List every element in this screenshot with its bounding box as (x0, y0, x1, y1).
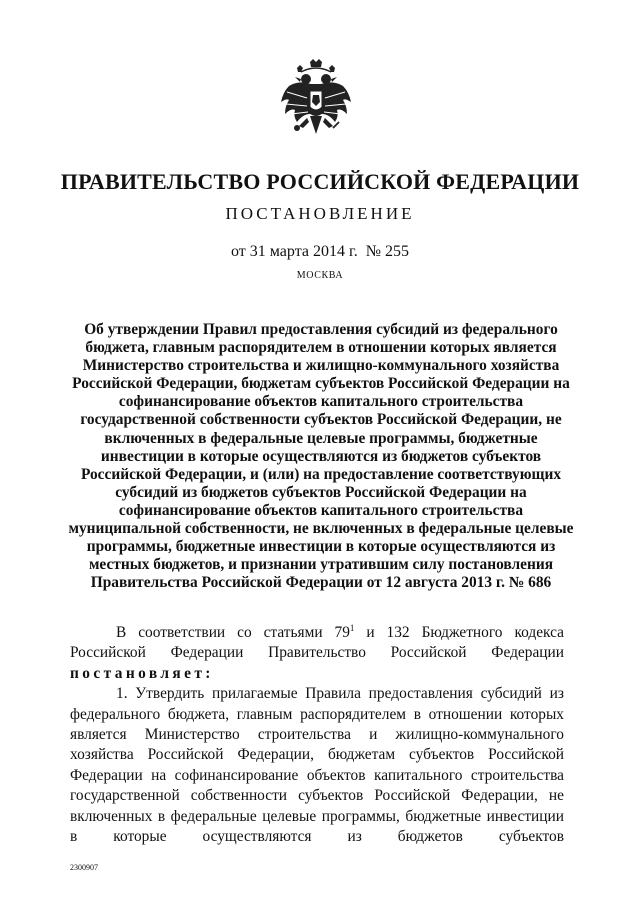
document-body (70, 623, 564, 847)
article-superscript: 1 (349, 622, 355, 633)
preamble-end: и 132 Бюджетного кодекса Российской Федерации Правительство Российской Федерации (70, 624, 564, 662)
issuer-title: ПРАВИТЕЛЬСТВО РОССИЙСКОЙ ФЕДЕРАЦИИ (60, 169, 580, 194)
document-heading: Об утверждении Правил предоставления субсидий из федерального бюджета, главным распорядителем в отношении которых является Министерство строительства и жилищно-коммунального хозяйства Российской Федерации, бюджетам субъектов Российской Федерации на софинансирование объектов капитального строительства государственной собственности субъектов Российской Федерации, не включенных в федеральные целевые программы, бюджетные инвестиции в которые осуществляются из бюджетов субъектов Российской Федерации, и (или) на предоставление соответствующих субсидий из бюджетов субъектов Российской Федерации на софинансирование объектов капитального строительства муниципальной собственности, не включенных в федеральные целевые программы, бюджетные инвестиции в которые осуществляются из местных бюджетов, и признании утратившим силу постановления Правительства Российской Федерации от 12 августа 2013 г. № 686 (68, 321, 574, 592)
preamble-paragraph (70, 623, 564, 664)
document-city: МОСКВА (296, 270, 344, 281)
resolves-word: постановляет: (70, 664, 214, 682)
resolves-line (70, 664, 564, 684)
clause-1-paragraph: 1. Утвердить прилагаемые Правила предоставления субсидий из федерального бюджета, главным распорядителем в отношении которых является Министерство строительства и жилищно-коммунального хозяйства Российской Федерации, бюджетам субъектов Российской Федерации на софинансирование объектов капитального строительства государственной собственности субъектов Российской Федерации, не включенных в федеральные целевые программы, бюджетные инвестиции в которые осуществляются из бюджетов субъектов (70, 685, 564, 846)
coat-of-arms-icon (277, 58, 355, 144)
document-date-number: от 31 марта 2014 г. № 255 (231, 243, 409, 260)
footer-document-code: 2300907 (70, 863, 98, 872)
preamble-start: В соответствии со статьями 79 (116, 624, 350, 641)
document-type: ПОСТАНОВЛЕНИЕ (225, 204, 415, 223)
